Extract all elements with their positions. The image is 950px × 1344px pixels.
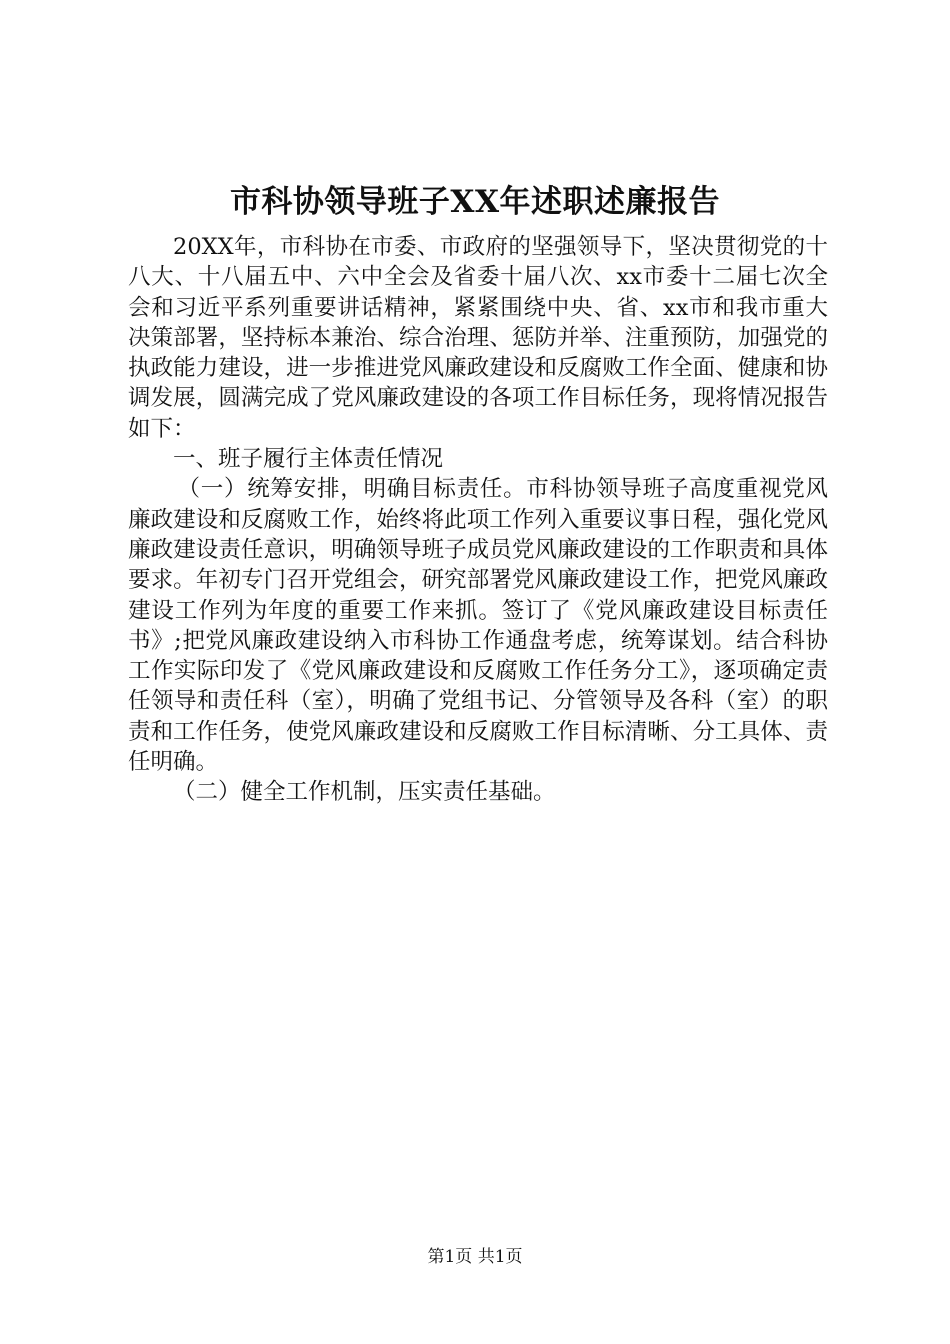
- intro-paragraph: 20XX年，市科协在市委、市政府的坚强领导下，坚决贯彻党的十八大、十八届五中、六中全会及省委十届八次、xx市委十二届七次全会和习近平系列重要讲话精神，紧紧围绕中央、省、xx市和我市重大决策部署，坚持标本兼治、综合治理、惩防并举、注重预防，加强党的执政能力建设，进一步推进党风廉政建设和反腐败工作全面、健康和协调发展，圆满完成了党风廉政建设的各项工作目标任务，现将情况报告如下：: [128, 234, 828, 442]
- subsection-paragraph: （一）统筹安排，明确目标责任。市科协领导班子高度重视党风廉政建设和反腐败工作，始终将此项工作列入重要议事日程，强化党风廉政建设责任意识，明确领导班子成员党风廉政建设的工作职责和具体要求。年初专门召开党组会，研究部署党风廉政建设工作，把党风廉政建设工作列为年度的重要工作来抓。签订了《党风廉政建设目标责任书》;把党风廉政建设纳入市科协工作通盘考虑，统筹谋划。结合科协工作实际印发了《党风廉政建设和反腐败工作任务分工》，逐项确定责任领导和责任科（室），明确了党组书记、分管领导及各科（室）的职责和工作任务，使党风廉政建设和反腐败工作目标清晰、分工具体、责任明确。: [128, 476, 828, 776]
- subsection-heading: （二）健全工作机制，压实责任基础。: [173, 779, 556, 806]
- section-heading: 一、班子履行主体责任情况: [173, 446, 444, 473]
- page-number-footer: 第1页 共1页: [427, 1247, 523, 1267]
- document-title: 市科协领导班子XX年述职述廉报告: [229, 184, 721, 220]
- document-body: [128, 232, 828, 808]
